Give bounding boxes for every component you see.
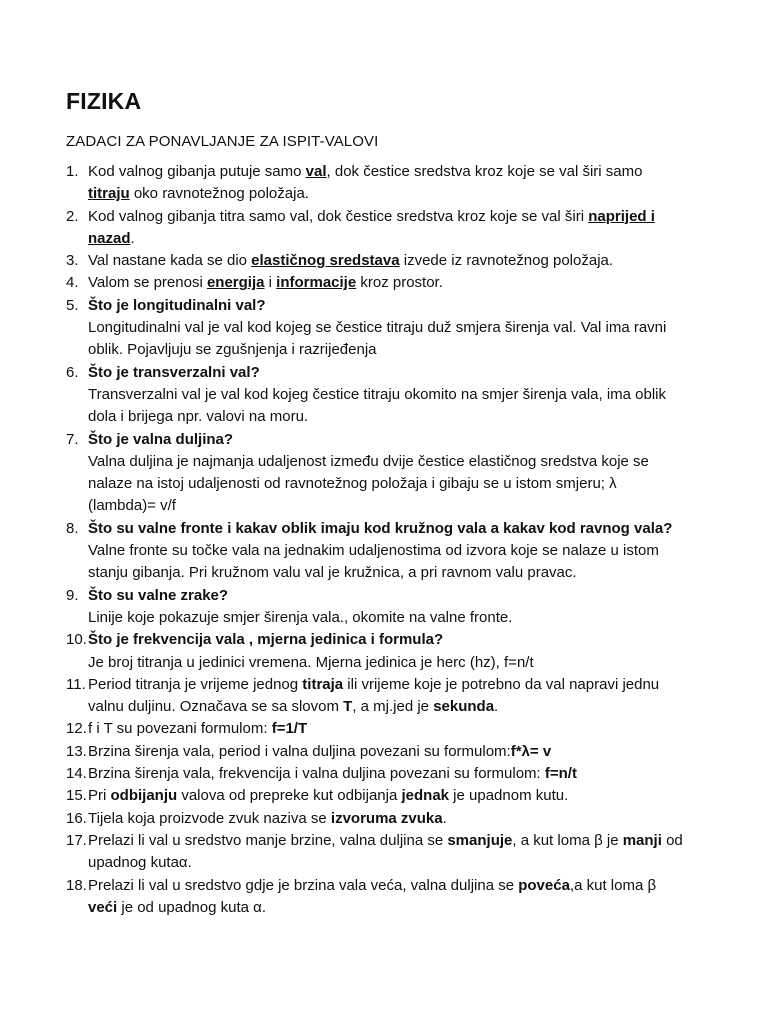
text-segment: odbijanju: [110, 787, 178, 805]
item-answer: Je broj titranja u jedinici vremena. Mjerna jedinica je herc (hz), f=n/t: [88, 653, 534, 671]
item-question: [88, 297, 266, 314]
item-question: [88, 787, 568, 804]
text-segment: naprijed i nazad: [88, 207, 655, 247]
list-item: [66, 785, 686, 807]
list-item: [66, 161, 686, 206]
item-number: 1.: [66, 163, 79, 180]
text-segment: , dok čestice sredstva kroz koje se val širi samo: [326, 163, 643, 180]
list-item: [66, 629, 686, 674]
list-item: [66, 272, 686, 294]
item-question: [88, 163, 642, 202]
text-segment: od upadnog kutaα.: [88, 831, 683, 872]
item-number: 7.: [66, 430, 79, 448]
list-item: [66, 429, 686, 518]
text-segment: Prelazi li val u sredstvo manje brzine, valna duljina se: [88, 831, 448, 849]
question-list: [66, 161, 686, 919]
item-question: [88, 364, 260, 381]
item-question: [88, 832, 683, 871]
text-segment: veći: [88, 898, 118, 916]
item-question: [88, 743, 551, 760]
text-segment: jednak: [401, 787, 450, 805]
item-number: 16.: [66, 809, 87, 827]
item-number: 4.: [66, 274, 79, 292]
item-question: [88, 810, 447, 827]
text-segment: Prelazi li val u sredstvo gdje je brzina vala veća, valna duljina se: [88, 876, 519, 894]
item-question: [88, 252, 613, 269]
item-number: 17.: [66, 831, 87, 849]
list-item: [66, 674, 686, 719]
text-segment: Brzina širenja vala, period i valna duljina povezani su formulom:: [88, 742, 511, 760]
text-segment: poveća: [518, 876, 570, 894]
text-segment: Što je transverzalni val?: [88, 363, 260, 381]
text-segment: sekunda: [433, 698, 495, 716]
list-item: [66, 741, 686, 763]
text-segment: izvoruma zvuka: [330, 809, 443, 827]
item-answer: Transverzalni val je val kod kojeg čestice titraju okomito na smjer širenja vala, ima oblik dola i brijega npr. valovi na moru.: [88, 385, 667, 426]
item-number: 10.: [66, 631, 87, 649]
item-question: [88, 676, 659, 715]
item-answer: Valne fronte su točke vala na jednakim udaljenostima od izvora koje se nalaze u istom stanju gibanja. Pri kružnom valu val je kružnica, a pri ravnom valu pravac.: [88, 542, 659, 582]
text-segment: .: [494, 698, 499, 716]
text-segment: i: [264, 274, 277, 292]
list-item: [66, 875, 686, 920]
list-item: [66, 518, 686, 585]
document-subtitle: ZADACI ZA PONAVLJANJE ZA ISPIT-VALOVI: [66, 133, 379, 150]
text-segment: T: [343, 698, 353, 716]
text-segment: f*λ= v: [510, 742, 552, 760]
text-segment: energija: [206, 274, 265, 292]
item-answer: Linije koje pokazuje smjer širenja vala., okomite na valne fronte.: [88, 608, 513, 626]
text-segment: smanjuje: [447, 831, 513, 849]
document-title: FIZIKA: [66, 88, 142, 114]
text-segment: oko ravnotežnog položaja.: [129, 185, 309, 203]
list-item: [66, 808, 686, 830]
item-number: 15.: [66, 787, 87, 805]
text-segment: Valom se prenosi: [88, 274, 207, 292]
list-item: [66, 830, 686, 875]
text-segment: titraju: [88, 185, 130, 203]
text-segment: Što je frekvencija vala , mjerna jedinica i formula?: [88, 631, 444, 649]
text-segment: Val nastane kada se dio: [88, 252, 252, 270]
text-segment: f i T su povezani formulom:: [88, 720, 272, 738]
list-item: [66, 295, 686, 362]
text-segment: , a kut loma β je: [512, 831, 623, 849]
text-segment: ili vrijeme koje je potrebno da val napravi jednu valnu duljinu. Označava se sa slovom: [88, 675, 660, 716]
text-segment: valova od prepreke kut odbijanja: [177, 787, 402, 805]
item-number: 12.: [66, 720, 87, 738]
item-answer: Valna duljina je najmanja udaljenost između dvije čestice elastičnog sredstva koje se nalaze na istoj udaljenosti od ravnotežnog položaja i gibaju se u istom smjeru; λ (lambda)= v/f: [88, 452, 649, 515]
text-segment: Što je longitudinalni val?: [88, 296, 266, 314]
item-number: 5.: [66, 296, 79, 314]
item-number: 13.: [66, 742, 87, 760]
list-item: [66, 250, 686, 272]
list-item: [66, 763, 686, 785]
text-segment: kroz prostor.: [356, 274, 443, 292]
text-segment: Pri: [88, 787, 111, 805]
text-segment: ,a kut loma β: [569, 876, 657, 894]
item-number: 11.: [66, 675, 86, 693]
text-segment: je od upadnog kuta α.: [117, 898, 266, 916]
text-segment: Što su valne fronte i kakav oblik imaju kod kružnog vala a kakav kod ravnog vala?: [88, 519, 673, 537]
item-question: [88, 631, 443, 648]
text-segment: f=n/t: [544, 765, 577, 783]
list-item: [66, 362, 686, 429]
text-segment: Kod valnog gibanja titra samo val, dok čestice sredstva kroz koje se val širi: [88, 207, 589, 225]
text-segment: informacije: [276, 274, 357, 292]
item-question: [88, 765, 577, 782]
text-segment: titraja: [302, 675, 344, 693]
text-segment: izvede iz ravnotežnog položaja.: [399, 252, 614, 270]
item-question: [88, 274, 443, 291]
text-segment: Period titranja je vrijeme jednog: [88, 675, 303, 693]
item-number: 6.: [66, 363, 79, 381]
text-segment: .: [130, 229, 135, 247]
item-number: 8.: [66, 519, 79, 537]
text-segment: elastičnog sredstava: [251, 252, 400, 270]
text-segment: f=1/T: [271, 720, 308, 738]
item-question: [88, 431, 233, 448]
text-segment: Brzina širenja vala, frekvencija i valna duljina povezani su formulom:: [88, 765, 545, 783]
list-item: [66, 718, 686, 740]
list-item: [66, 206, 686, 251]
text-segment: .: [442, 809, 447, 827]
text-segment: manji: [622, 831, 662, 849]
item-number: 2.: [66, 207, 79, 225]
item-question: [88, 720, 307, 737]
text-segment: je upadnom kutu.: [449, 787, 569, 805]
text-segment: , a mj.jed je: [352, 698, 434, 716]
item-number: 14.: [66, 765, 87, 783]
item-answer: Longitudinalni val je val kod kojeg se čestice titraju duž smjera širenja val. Val ima ravni oblik. Pojavljuju se zgušnjenja i razrijeđenja: [88, 319, 667, 359]
list-item: [66, 585, 686, 630]
item-number: 9.: [66, 586, 79, 604]
text-segment: Što je valna duljina?: [88, 430, 234, 448]
item-question: [88, 208, 655, 247]
text-segment: Kod valnog gibanja putuje samo: [88, 163, 306, 180]
item-question: [88, 587, 228, 604]
text-segment: Što su valne zrake?: [88, 586, 229, 604]
item-number: 18.: [66, 876, 87, 894]
item-number: 3.: [66, 252, 79, 270]
item-question: [88, 877, 656, 916]
text-segment: val: [305, 163, 327, 180]
item-question: [88, 520, 672, 537]
text-segment: Tijela koja proizvode zvuk naziva se: [88, 809, 331, 827]
